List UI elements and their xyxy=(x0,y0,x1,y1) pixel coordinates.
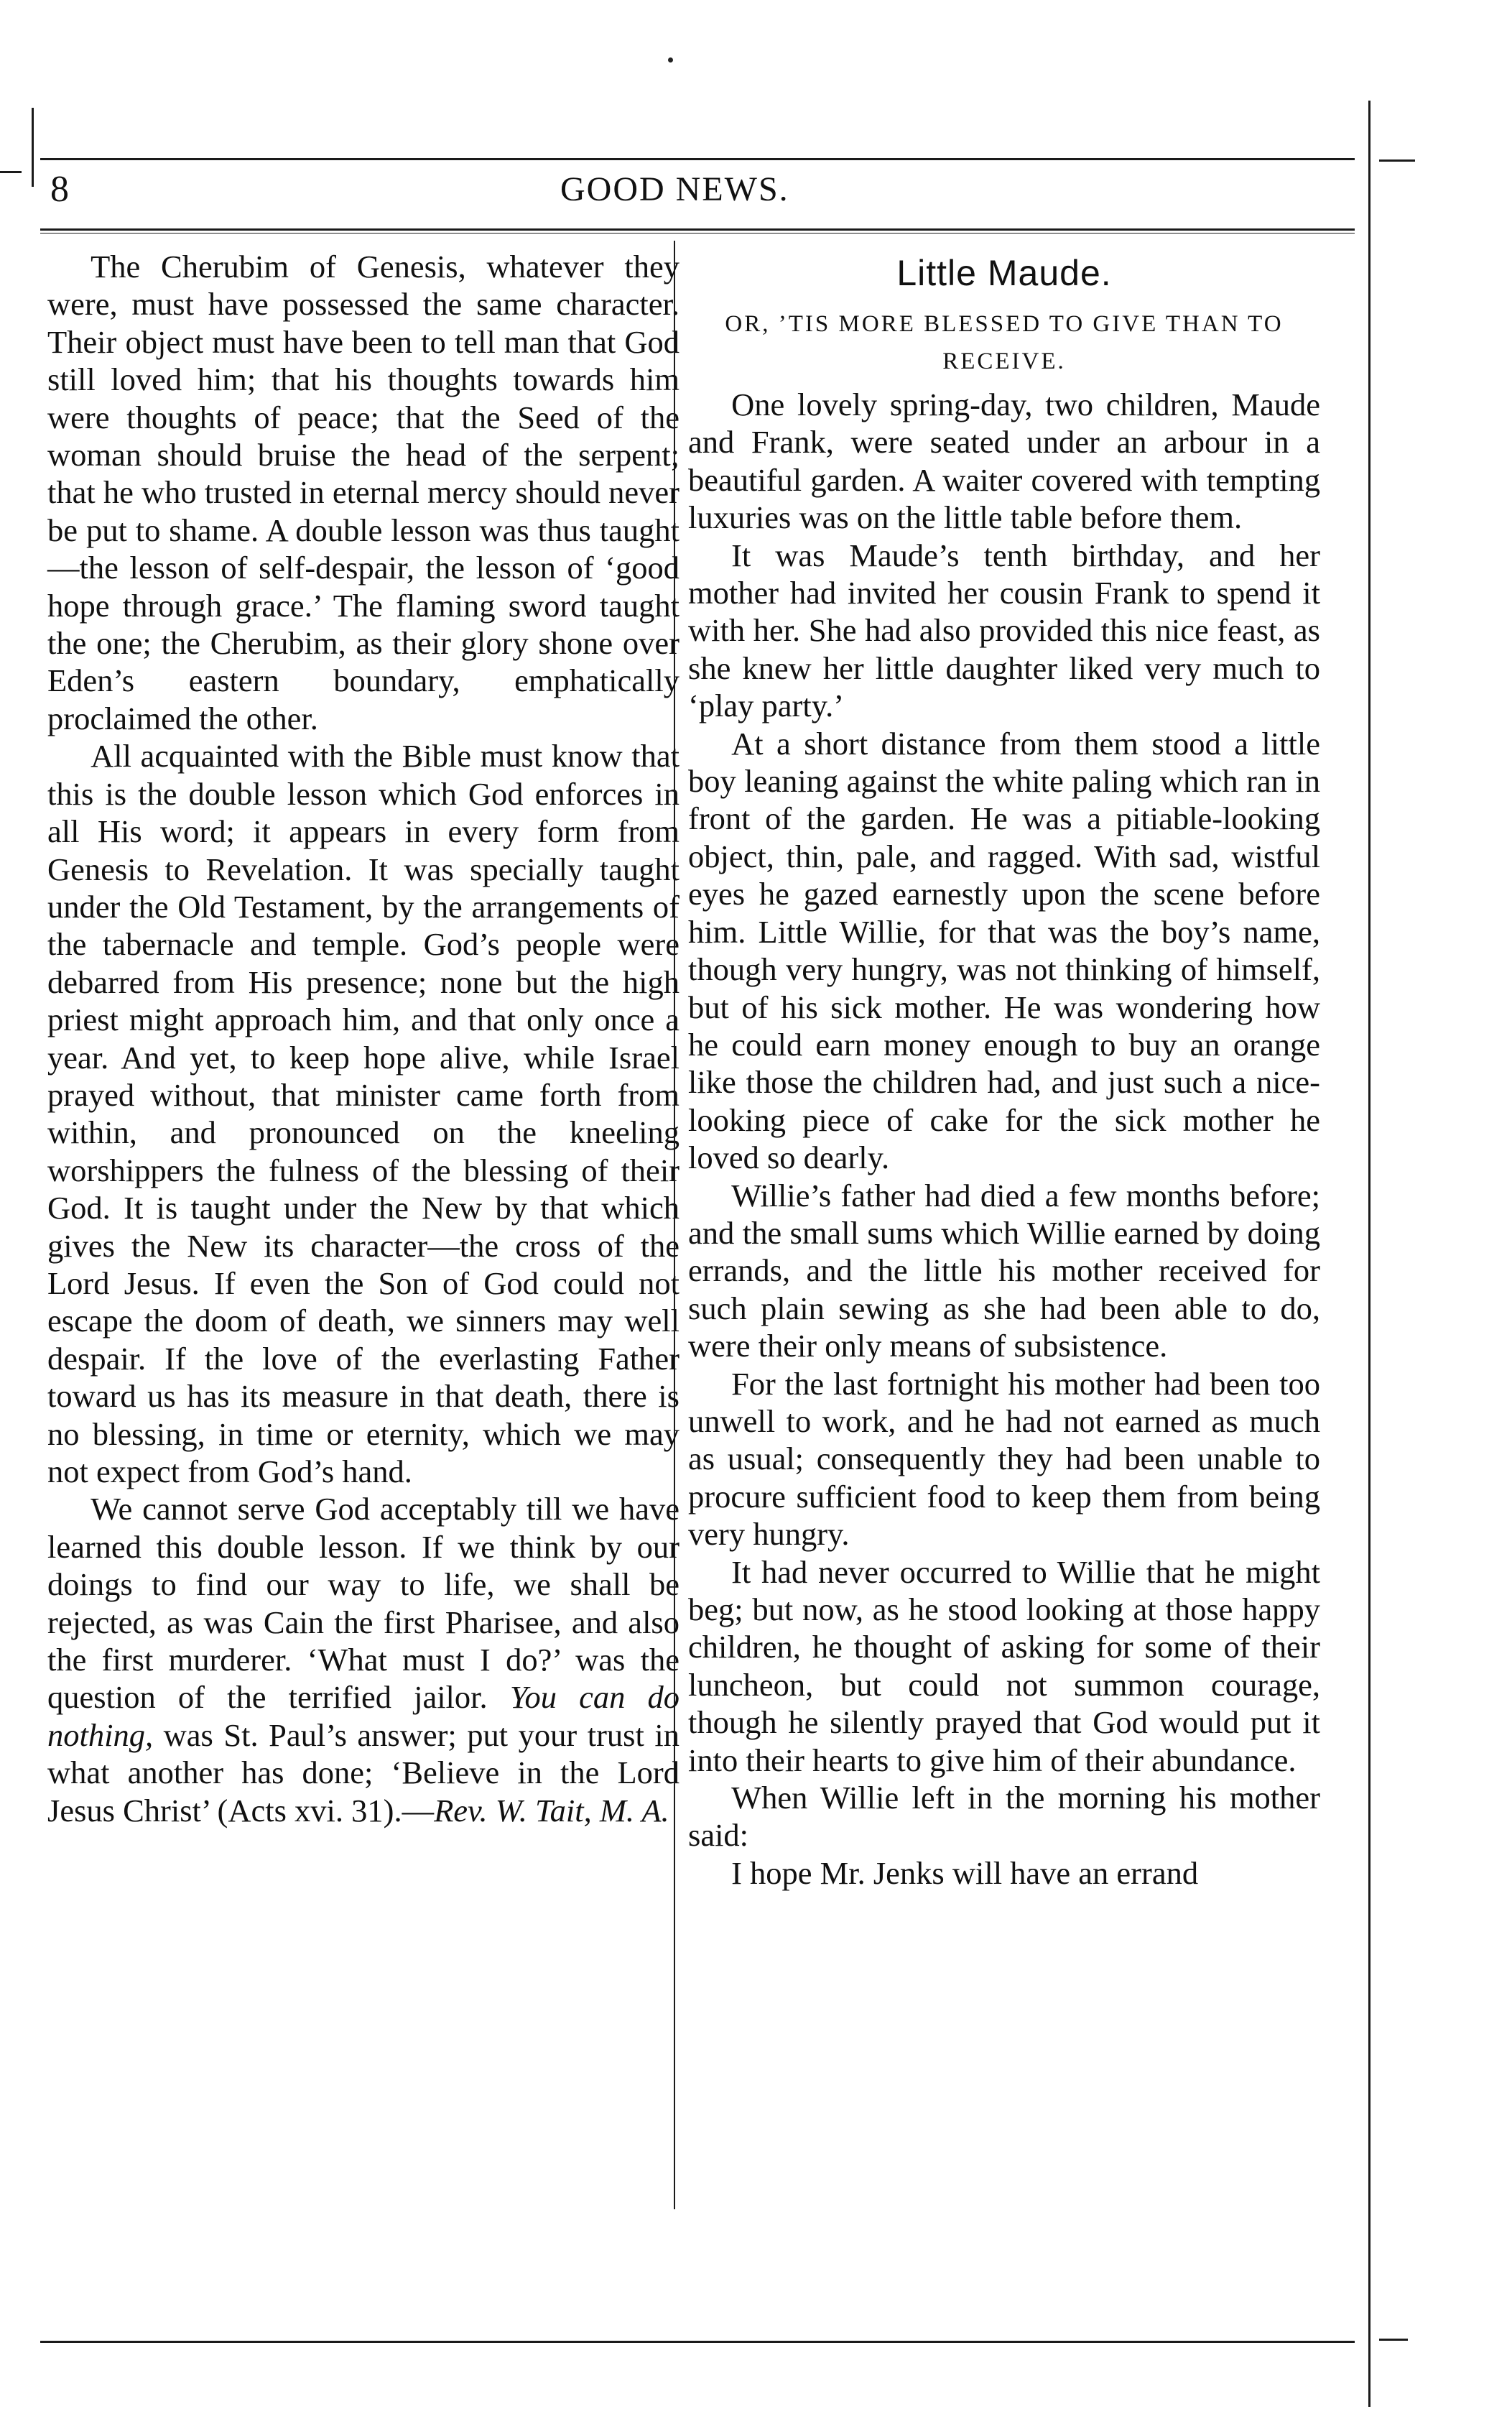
left-paragraph-3-italic: You can do nothing, xyxy=(47,1679,680,1753)
page-number: 8 xyxy=(50,169,69,210)
left-edge-tick xyxy=(0,171,22,173)
right-paragraph-1: One lovely spring-day, two children, Maude and Frank, were seated under an arbour in a beautiful garden. A waiter covered with tempting luxuries was on the little table before them. xyxy=(688,387,1320,536)
right-paragraph-3: At a short distance from them stood a little boy leaning against the white paling which ran in front of the garden. He was a pitiable-looking object, thin, pale, and ragged. With sad, wistful eyes he gazed earnestly upon the scene before him. Little Willie, for that was the boy’s name, though very hungry, was not thinking of himself, but of his sick mother. He was wondering how he could earn money enough to buy an orange like those the children had, and just such a nice-looking piece of cake for the sick mother he loved so dearly. xyxy=(688,725,1320,1176)
left-paragraph-3 xyxy=(47,1490,680,1829)
right-paragraph-5: For the last fortnight his mother had been too unwell to work, and he had not earned as much as usual; consequently they had been unable to procure sufficient food to keep them from being very hungry. xyxy=(688,1365,1320,1553)
story-subtitle-line-2: RECEIVE. xyxy=(942,348,1066,374)
right-paragraph-7: When Willie left in the morning his mother said: xyxy=(688,1780,1320,1854)
story-subtitle-line-1: OR, ’TIS MORE BLESSED TO GIVE THAN TO xyxy=(725,311,1284,337)
right-edge-mark xyxy=(1368,101,1370,2407)
story-subtitle xyxy=(688,305,1320,380)
left-paragraph-3-text-b: was St. Paul’s answer; put your trust in what another has done; ‘Believe in the Lord Jesus Christ’ (Acts xvi. 31).— xyxy=(47,1716,680,1828)
right-paragraph-8: I hope Mr. Jenks will have an errand xyxy=(731,1854,1199,1891)
author-signature: Rev. W. Tait, M. A. xyxy=(434,1792,669,1828)
header-top-rule xyxy=(40,158,1355,160)
left-paragraph-2: All acquainted with the Bible must know that this is the double lesson which God enforces in all His word; it appears in every form from Genesis to Revelation. It was specially taught under the Old Testament, by the arrangements of the tabernacle and temple. God’s people were debarred from His presence; none but the high priest might approach him, and that only once a year. And yet, to keep hope alive, while Israel prayed without, that minister came forth from within, and pronounced on the kneeling worshippers the fulness of the blessing of their God. It is taught under the New by that which gives the New its character—the cross of the Lord Jesus. If even the Son of God could not escape the doom of death, we sinners may well despair. If the love of the everlasting Father toward us has its measure in that death, there is no blessing, in time or eternity, which we may not expect from God’s hand. xyxy=(47,738,680,1489)
right-paragraph-4: Willie’s father had died a few months before; and the small sums which Willie earned by doing errands, and the little his mother received for such plain sewing as she had been able to do, were their only means of subsistence. xyxy=(688,1177,1320,1364)
left-edge-mark xyxy=(32,108,34,187)
left-column xyxy=(47,248,680,1829)
right-paragraph-2: It was Maude’s tenth birthday, and her mother had invited her cousin Frank to spend it with her. She had also provided this nice feast, as she knew her little daughter liked very much to ‘play party.’ xyxy=(688,537,1320,724)
left-paragraph-1: The Cherubim of Genesis, whatever they were, must have possessed the same character. Their object must have been to tell man that God still loved him; that his thoughts towards him were thoughts of peace; that the Seed of the woman should bruise the head of the serpent; that he who trusted in eternal mercy should never be put to shame. A double lesson was thus taught—the lesson of self-despair, the lesson of ‘good hope through grace.’ The flaming sword taught the one; the Cherubim, as their glory shone over Eden’s eastern boundary, emphatically proclaimed the other. xyxy=(47,249,680,736)
right-column xyxy=(688,248,1320,1892)
running-head: GOOD NEWS. xyxy=(560,170,789,208)
header-bottom-rule xyxy=(40,228,1355,231)
footer-rule xyxy=(40,2341,1355,2343)
story-title: Little Maude. xyxy=(896,253,1112,293)
right-edge-tick-bottom xyxy=(1379,2339,1408,2341)
right-paragraph-6: It had never occurred to Willie that he might beg; but now, as he stood looking at those happy children, he thought of asking for some of their luncheon, but could not summon courage, though he silently prayed that God would put it into their hearts to give him of their abundance. xyxy=(688,1553,1320,1778)
left-paragraph-3-text-a: We cannot serve God acceptably till we have learned this double lesson. If we think by our doings to find our way to life, we shall be rejected, as was Cain the first Pharisee, and also the first murderer. ‘What must I do?’ was the question of the terrified jailor. xyxy=(47,1491,680,1716)
right-edge-tick-top xyxy=(1379,159,1415,162)
top-dot xyxy=(668,57,673,63)
